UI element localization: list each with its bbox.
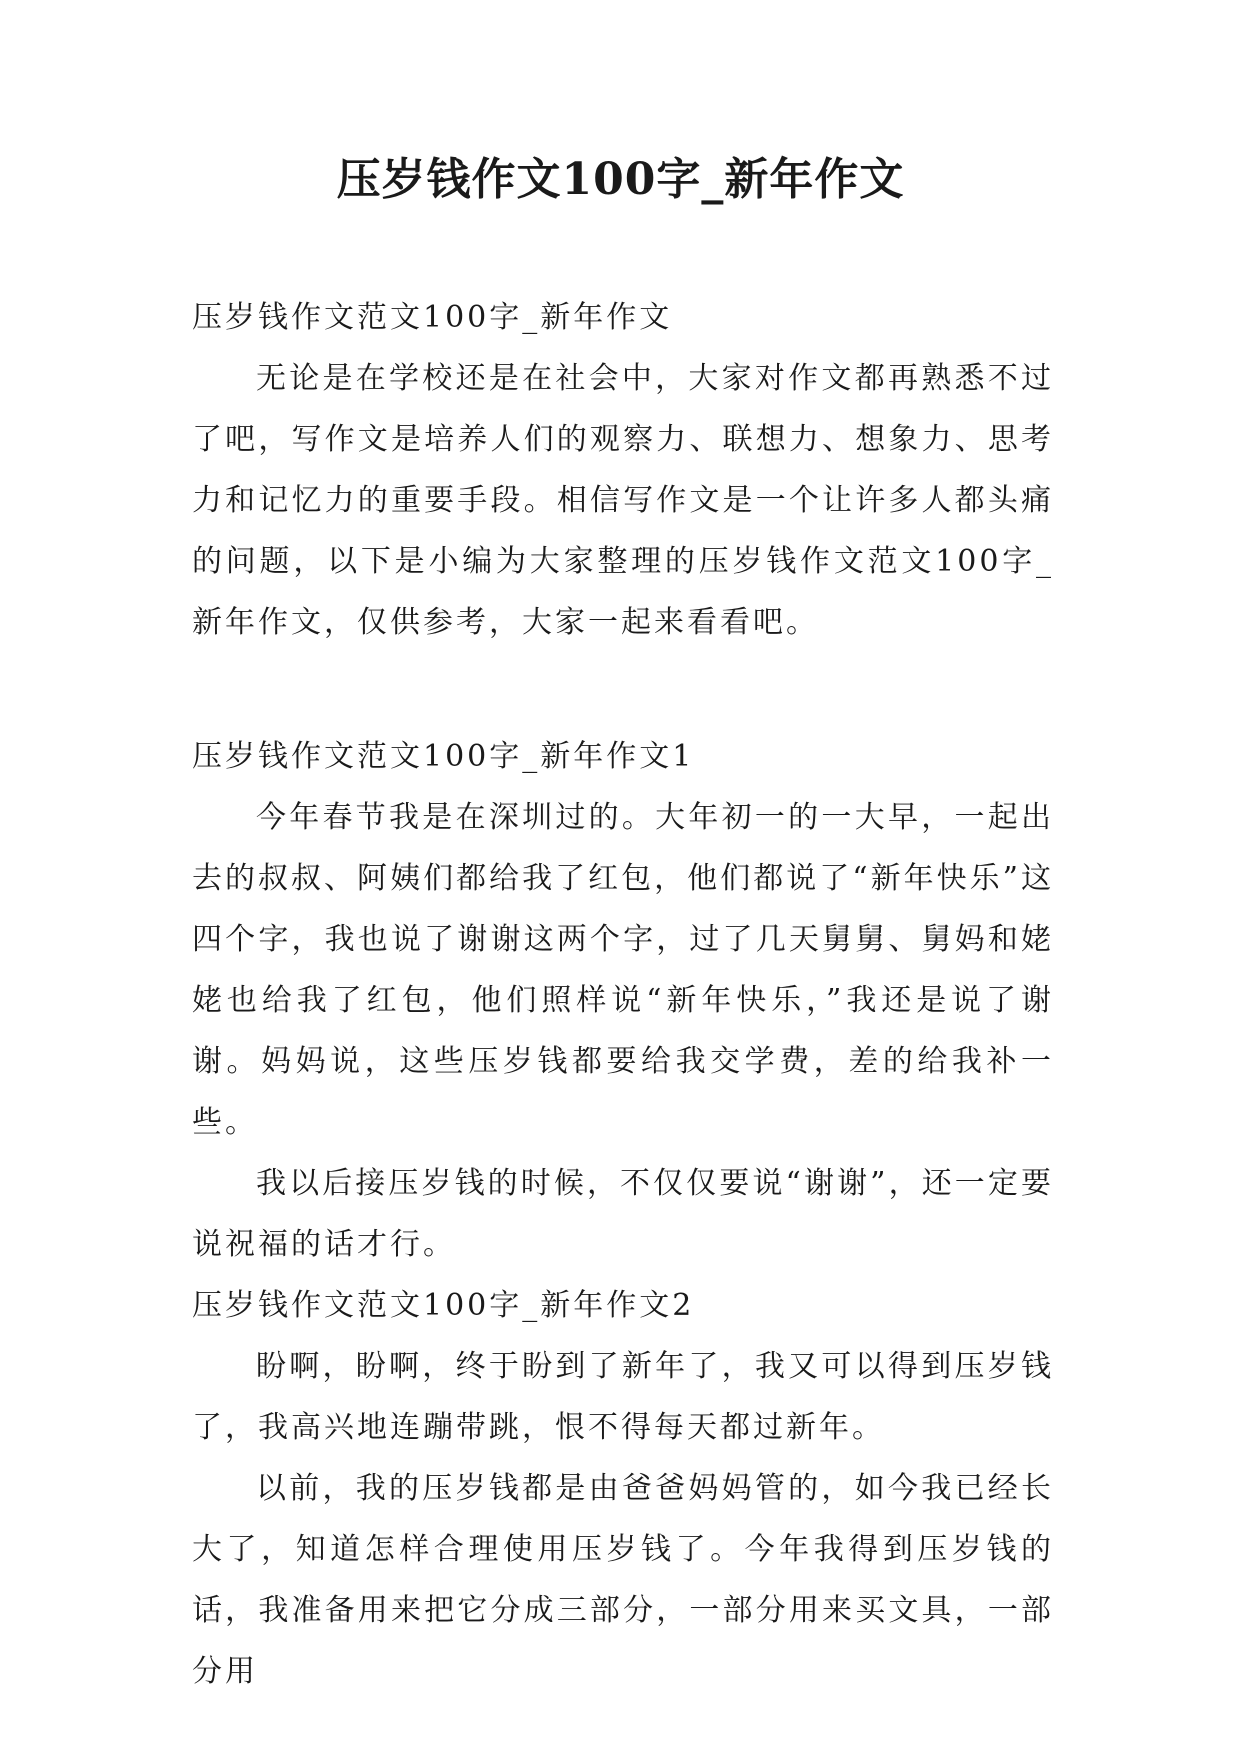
section-spacer	[192, 653, 1054, 726]
section-paragraph: 以前，我的压岁钱都是由爸爸妈妈管的，如今我已经长大了，知道怎样合理使用压岁钱了。今年我得到压岁钱的话，我准备用来把它分成三部分，一部分用来买文具，一部分用	[192, 1471, 1054, 1689]
section-paragraph: 我以后接压岁钱的时候，不仅仅要说“谢谢”，还一定要说祝福的话才行。	[192, 1166, 1054, 1262]
document-body	[192, 287, 1054, 1702]
document-subtitle: 压岁钱作文范文100字_新年作文	[192, 300, 673, 335]
section-1	[192, 726, 1054, 1275]
section-heading: 压岁钱作文范文100字_新年作文2	[192, 1288, 695, 1323]
document-title: 压岁钱作文100字_新年作文	[336, 154, 905, 205]
section-heading: 压岁钱作文范文100字_新年作文1	[192, 739, 695, 774]
intro-paragraph: 无论是在学校还是在社会中，大家对作文都再熟悉不过了吧，写作文是培养人们的观察力、联想力、想象力、思考力和记忆力的重要手段。相信写作文是一个让许多人都头痛的问题，以下是小编为大家整理的压岁钱作文范文100字_新年作文，仅供参考，大家一起来看看吧。	[192, 361, 1054, 640]
section-2	[192, 1275, 1054, 1702]
section-paragraph: 盼啊，盼啊，终于盼到了新年了，我又可以得到压岁钱了，我高兴地连蹦带跳，恨不得每天都过新年。	[192, 1349, 1054, 1445]
section-paragraph: 今年春节我是在深圳过的。大年初一的一大早，一起出去的叔叔、阿姨们都给我了红包，他们都说了“新年快乐”这四个字，我也说了谢谢这两个字，过了几天舅舅、舅妈和姥姥也给我了红包，他们照样说“新年快乐，”我还是说了谢谢。妈妈说，这些压岁钱都要给我交学费，差的给我补一些。	[192, 800, 1054, 1140]
